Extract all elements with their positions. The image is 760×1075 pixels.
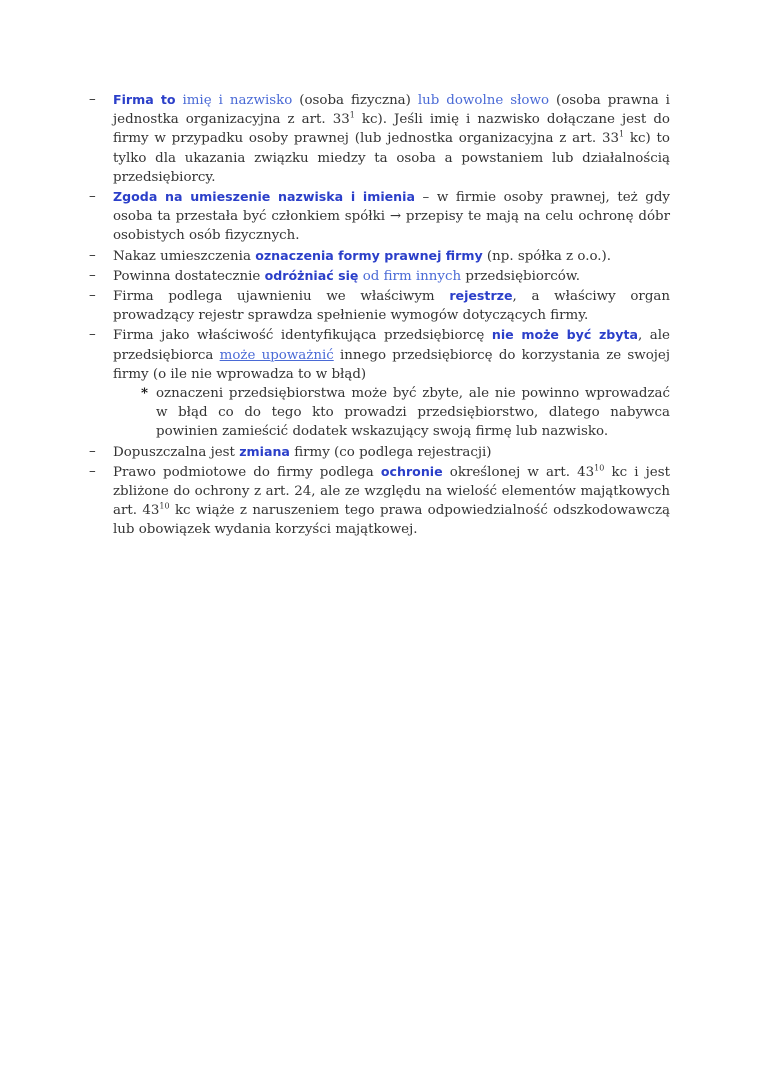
superscript: 1 [349,110,355,120]
blue-term: lub dowolne słowo [417,93,550,108]
text: , ale przedsiębiorca [113,328,670,363]
text: kc) to tylko dla ukazania związku miedzy ta osoba a powstaniem lub działalnością przedsiębiorcy. [113,131,670,185]
text: , a właściwy organ prowadzący rejestr sprawdza spełnienie wymogów dotyczących firmy. [113,289,670,324]
text: kc i jest zbliżone do ochrony z art. 24, ale ze względu na wielość elementów majątkowych art. 43 [113,464,670,519]
text: przedsiębiorców. [465,268,581,284]
bullet-list [89,90,670,540]
list-item [89,325,670,441]
text: (np. spółka z o.o.). [486,248,612,264]
dash-bullet-icon: – [89,327,96,343]
underlined-link[interactable]: może upoważnić [219,347,334,363]
bold-term: ochronie [380,463,443,479]
text: Nakaz umieszczenia [113,248,251,264]
list-item [89,266,670,286]
text: kc wiąże z naruszeniem tego prawa odpowiedzialność odszkodowawczą lub obowiązek wydania korzyści majątkowej. [113,503,670,538]
list-item [89,442,670,462]
dash-bullet-icon: – [89,189,96,205]
blue-term: od firm innych [362,268,462,284]
bold-term: rejestrze [449,288,513,304]
list-item [89,187,670,246]
text: oznaczeni przedsiębiorstwa może być zbyte, ale nie powinno wprowadzać w błąd co do tego kto prowadzi przedsiębiorstwo, dlatego nabywca powinien zamieścić dodatek wskazujący swoją firmę lub nazwisko. [156,386,670,440]
bold-term: oznaczenia formy prawnej firmy [255,247,483,263]
asterisk-bullet-icon: * [141,385,149,402]
list-item [89,286,670,325]
list-item [89,462,670,540]
dash-bullet-icon: – [89,443,96,459]
superscript: 10 [159,501,170,511]
bold-term: nie może być zbyta [491,327,639,343]
text: Firma podlega ujawnieniu we właściwym [113,289,435,305]
text: określonej w art. 43 [449,464,595,480]
text: – w firmie osoby prawnej, też gdy osoba ta przestała być członkiem spółki → przepisy te mają na celu ochronę dóbr osobistych osób fizycznych. [113,190,670,244]
bold-term: odróżniać się [264,267,359,283]
bold-term: Zgoda na umieszenie nazwiska i imienia [113,189,415,205]
text: innego przedsiębiorcę do korzystania ze swojej firmy (o ile nie wprowadza to w błąd) [113,347,671,382]
text: (osoba prawna i jednostka organizacyjna z art. 33 [113,93,670,128]
text: firmy (co podlega rejestracji) [294,444,492,460]
list-item [89,246,670,266]
text: kc). Jeśli imię i nazwisko dołączane jest do firmy w przypadku osoby prawnej (lub jednostka organizacyjna z art. 33 [113,112,670,147]
dash-bullet-icon: – [89,92,96,107]
superscript: 1 [619,129,625,139]
text: Dopuszczalna jest [113,444,235,460]
text: Powinna dostatecznie [113,268,261,284]
sub-list-item [113,384,670,442]
bold-term: Firma to [113,92,176,107]
text: Firma jako właściwość identyfikująca przedsiębiorcę [113,328,485,344]
dash-bullet-icon: – [89,288,96,304]
text: Prawo podmiotowe do firmy podlega [113,464,374,480]
dash-bullet-icon: – [89,463,96,479]
text: (osoba fizyczna) [299,93,411,108]
dash-bullet-icon: – [89,267,96,283]
superscript: 10 [594,463,605,473]
list-item [89,90,670,187]
blue-term: imię i nazwisko [182,93,293,108]
dash-bullet-icon: – [89,247,96,263]
bold-term: zmiana [239,443,290,459]
